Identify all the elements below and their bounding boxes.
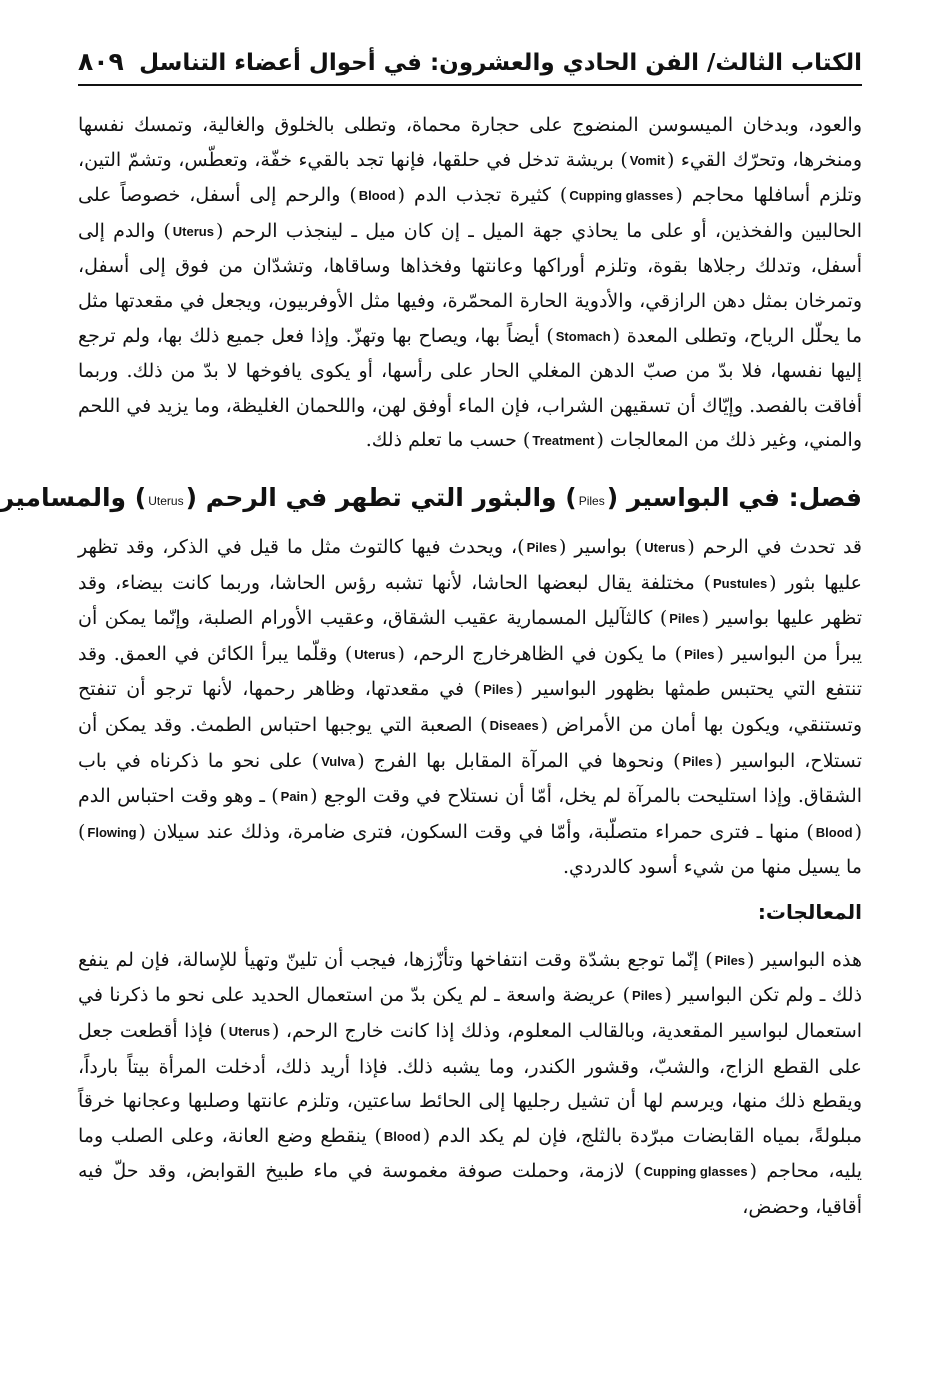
english-term: Piles [669, 611, 700, 627]
page-number: ٨٠٩ [78, 47, 124, 76]
text-run: في مقعدتها، وظاهر رحمها، لأنها ترجو أن تنفتح وتستنقي، ويكون بها أمان من الأمراض [78, 678, 863, 736]
running-header [78, 24, 862, 86]
text-run: ما يكون في الظاهرخارج الرحم، [412, 642, 668, 665]
book-page [0, 24, 863, 1225]
text-run: ـ وهو وقت احتباس الدم [78, 785, 265, 808]
text-run: على نحو ما ذكرناه في باب الشقاق. وإذا استليحت بالمرآة لم يخل، أمّا أن نستلاح في وقت الوجع [78, 749, 863, 808]
english-term: Piles [682, 753, 713, 769]
english-term: Pain [280, 789, 309, 805]
heading-run: والمسامير [0, 482, 127, 512]
english-term: Uterus [148, 493, 184, 508]
english-term: Pustules [712, 575, 768, 591]
english-term: Piles [632, 988, 663, 1004]
english-term: Blood [383, 1128, 421, 1144]
paragraph-piles: قد تحدث في الرحم (Uterus) بواسير (Piles)، ويحدث فيها كالتوث مثل ما قيل في الذكر، وقد تظهر عليها بثور (Pustules) مختلفة يقال لبعضها الحاشا، لأنها تشبه رؤس الحاشا، وربما كانت بيضاء، وقد تظهر عليها بواسير (Piles) كالثآليل المسمارية عقيب الشقاق، وعقيب الأورام الصلبة، وإنّما يمكن أن يبرأ من البواسير (Piles) ما يكون في الظاهرخارج الرحم، (Uterus) وقلّما يبرأ الكائن في العمق. وقد تنتفع التي يحتبس طمثها بظهور البواسير (Piles) في مقعدتها، وظاهر رحمها، لأنها ترجو أن تنفتح وتستنقي، ويكون بها أمان من الأمراض (Diseaes) الصعبة التي يوجبها احتباس الطمث. وقد يمكن أن تستلاح، البواسير (Piles) ونحوها في المرآة المقابل بها الفرج (Vulva) على نحو ما ذكرناه في باب الشقاق. وإذا استليحت بالمرآة لم يخل، أمّا أن نستلاح في وقت الوجع (Pain) ـ وهو وقت احتباس الدم (Blood) منها ـ فترى حمراء متصلّبة، وأمّا في وقت السكون، فترى ضامرة، وذلك عند سيلان (Flowing) ما يسيل منها من شيء أسود كالدردي. [78, 530, 862, 885]
english-term: Cupping glasses [643, 1164, 748, 1180]
english-term: Piles [578, 493, 605, 508]
english-term: Uterus [354, 646, 396, 662]
text-run: حسب ما تعلم ذلك. [365, 429, 517, 452]
text-run: عريضة واسعة ـ لم يكن بدّ من استعمال الحديد على نحو ما ذكرنا في استعمال لبواسير المقعدية، وبالقالب المعلوم، وذلك إذا كانت خارج الرحم، [78, 984, 863, 1043]
heading-run: والبثور التي تطهر في الرحم [205, 482, 557, 512]
english-term: Piles [684, 646, 715, 662]
text-run: والدم إلى أسفل، وتدلك رجلاها بقوة، وتلزم أوراكها وعانتها وفخذاها وساقاها، وتشدّان من فوق إلى أسفل، وتمرخان بمثل دهن الرازقي، والأدوية الحارة المحمّرة، وفيها مثل الأوفربيون، ويجعل في مقعدتها مثل ما يحلّل الرياح، وتطلى المعدة [78, 219, 863, 347]
section-heading: فصل: في البواسير (Piles) والبثور التي تطهر في الرحم (Uterus) والمسامير [78, 479, 862, 520]
english-term: Uterus [644, 539, 686, 555]
text-run: كالثآليل المسمارية عقيب الشقاق، وعقيب الأورام الصلبة، وإنّما يمكن أن يبرأ من البواسير [78, 607, 863, 665]
text-run: بريشة تدخل في حلقها، فإنها تجد بالقيء خفّة، وتعطّس، وتشمّ التين، وتلزم أسافلها محاجم [78, 148, 863, 207]
paragraph-treatments: هذه البواسير (Piles) إنّما توجع بشدّة وقت انتفاخها وتأزّزها، فيجب أن تلينّ وتهيأ للإسالة، فإن لم ينفع ذلك ـ ولم تكن البواسير (Piles) عريضة واسعة ـ لم يكن بدّ من استعمال الحديد على نحو ما ذكرنا في استعمال لبواسير المقعدية، وبالقالب المعلوم، وذلك إذا كانت خارج الرحم، (Uterus) فإذا أقطعت جعل على القطع الزاج، والشبّ، وقشور الكندر، وما يشبه ذلك. فإذا أريد ذلك، أدخلت المرأة بيتاً بارداً، ويقطع ذلك منها، ويرسم لها أن تشيل رجليها إلى الحائط ساعتين، وتلزم عانتها وصلبها وعجانها خرقاً مبلولةً، بمياه القابضات مبرّدة بالثلج، فإن لم يكد الدم (Blood) ينقطع وضع العانة، وعلى الصلب وما يليه، محاجم (Cupping glasses) لازمة، وحملت صوفة مغموسة في ماء طبيخ القوابض، وقد حلّ فيه أقاقيا، وحضض، [78, 943, 862, 1225]
text-run: ينقطع وضع العانة، وعلى الصلب وما يليه، محاجم [78, 1124, 863, 1183]
english-term: Blood [815, 824, 853, 840]
english-term: Vomit [629, 152, 665, 168]
english-term: Piles [714, 952, 746, 968]
english-term: Uterus [172, 223, 214, 239]
text-run: ما يسيل منها من شيء أسود كالدردي. [563, 856, 862, 879]
text-run: فإذا أقطعت جعل على القطع الزاج، والشبّ، وقشور الكندر، وما يشبه ذلك. فإذا أريد ذلك، أدخلت المرأة بيتاً بارداً، ويقطع ذلك منها، ويرسم لها أن تشيل رجليها إلى الحائط ساعتين، وتلزم عانتها وصلبها وعجانها خرقاً مبلولةً، بمياه القابضات مبرّدة بالثلج، فإن لم يكد الدم [78, 1020, 863, 1147]
english-term: Cupping glasses [569, 188, 674, 204]
english-term: Vulva [321, 753, 356, 769]
english-term: Piles [483, 682, 514, 698]
english-term: Uterus [228, 1024, 270, 1040]
text-run: منها ـ فترى حمراء متصلّبة، وأمّا في وقت السكون، فترى ضامرة، وذلك عند سيلان [152, 820, 800, 843]
text-run: الصعبة التي يوجبها احتباس الطمث. وقد يمكن أن تستلاح، البواسير [78, 713, 862, 772]
text-run: ونحوها في المرآة المقابل بها الفرج [373, 749, 665, 772]
english-term: Treatment [532, 433, 595, 449]
treatments-subheading: المعالجات: [757, 899, 862, 924]
english-term: Stomach [555, 328, 611, 344]
text-run: كثيرة تجذب الدم [413, 184, 551, 207]
heading-run: فصل: في البواسير [626, 482, 862, 512]
english-term: Diseaes [489, 717, 539, 733]
text-run: مختلفة يقال لبعضها الحاشا، لأنها تشبه رؤس الحاشا، وربما كانت بيضاء، وقد تظهر عليها بواسير [78, 571, 863, 630]
paragraph-continuation: والعود، وبدخان الميسوسن المنضوج على حجارة محماة، وتطلى بالخلوق والغالية، وتمسك نفسها ومنخرها، وتحرّك القيء (Vomit) بريشة تدخل في حلقها، فإنها تجد بالقيء خفّة، وتعطّس، وتشمّ التين، وتلزم أسافلها محاجم (Cupping glasses) كثيرة تجذب الدم (Blood) والرحم إلى أسفل، خصوصاً على الحالبين والفخذين، أو على ما يحاذي جهة الميل ـ إن كان ميل ـ لينجذب الرحم (Uterus) والدم إلى أسفل، وتدلك رجلاها بقوة، وتلزم أوراكها وعانتها وفخذاها وساقاها، وتشدّان من فوق إلى أسفل، وتمرخان بمثل دهن الرازقي، والأدوية الحارة المحمّرة، وفيها مثل الأوفربيون، ويجعل في مقعدتها مثل ما يحلّل الرياح، وتطلى المعدة (Stomach) أيضاً بها، ويصاح بها وتهزّ. وإذا فعل جميع ذلك بها، ولم ترجع إليها نفسها، فلا بدّ من صبّ الدهن المغلي الحار على رأسها، أو يكوى يافوخها لا بدّ من ذلك. وربما أفاقت بالفصد. وإيّاك أن تسقيهن الشراب، فإن الماء أوفق لهن، واللحمان الغليظة، وما يزيد في اللحم والمني، وغير ذلك من المعالجات (Treatment) حسب ما تعلم ذلك. [78, 108, 862, 459]
text-run: هذه البواسير [761, 948, 863, 971]
text-run: قد تحدث في الرحم [702, 535, 863, 558]
text-run: أيضاً بها، ويصاح بها وتهزّ. وإذا فعل جميع ذلك بها، ولم ترجع إليها نفسها، فلا بدّ من صبّ الدهن المغلي الحار على رأسها، أو يكوى يافوخها لا بدّ من ذلك. وربما أفاقت بالفصد. وإيّاك أن تسقيهن الشراب، فإن الماء أوفق لهن، واللحمان الغليظة، وما يزيد في اللحم والمني، وغير ذلك من المعالجات [78, 324, 862, 452]
text-run: والرحم إلى أسفل، خصوصاً على الحالبين والفخذين، أو على ما يحاذي جهة الميل ـ إن كان ميل ـ لينجذب الرحم [78, 184, 862, 242]
text-run: لازمة، وحملت صوفة مغموسة في ماء طبيخ القوابض، وقد حلّ فيه أقاقيا، وحضض، [78, 1160, 862, 1219]
header-title: الكتاب الثالث/ الفن الحادي والعشرون: في أحوال أعضاء التناسل [139, 50, 862, 76]
text-run: والعود، وبدخان الميسوسن المنضوج على حجارة محماة، وتطلى بالخلوق والغالية، وتمسك نفسها ومنخرها، وتحرّك القيء [78, 114, 863, 171]
english-term: Flowing [87, 824, 137, 840]
text-run: ، ويحدث فيها كالتوث مثل ما قيل في الذكر، وقد تظهر عليها بثور [78, 535, 863, 594]
text-run: إنّما توجع بشدّة وقت انتفاخها وتأزّزها، فيجب أن تلينّ وتهيأ للإسالة، فإن لم ينفع ذلك ـ ولم تكن البواسير [78, 948, 863, 1007]
text-run: وقلّما يبرأ الكائن في العمق. وقد تنتفع التي يحتبس طمثها بظهور البواسير [78, 642, 862, 701]
english-term: Blood [358, 188, 396, 204]
text-run: بواسير [574, 535, 627, 558]
english-term: Piles [526, 539, 557, 555]
